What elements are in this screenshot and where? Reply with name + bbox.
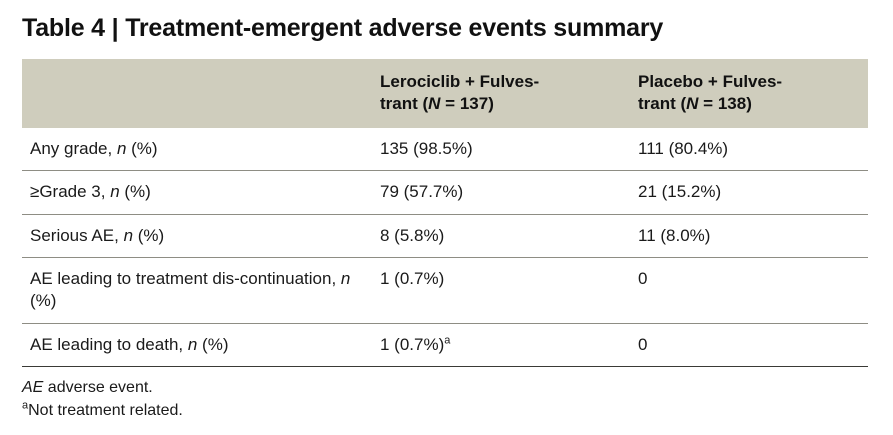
cell-lerociclib: 8 (5.8%)	[372, 214, 630, 257]
row-label-italic: n	[340, 268, 351, 288]
cell-placebo: 111 (80.4%)	[638, 138, 729, 158]
cell-lerociclib: 79 (57.7%)	[372, 171, 630, 214]
row-label-suffix: (%)	[119, 182, 151, 202]
adverse-events-table	[22, 59, 868, 368]
row-label	[22, 257, 372, 323]
cell-placebo: 0	[630, 323, 868, 366]
row-label-suffix: (%)	[126, 138, 158, 158]
row-label	[22, 214, 372, 257]
header-line1-placebo: Placebo + Fulves-	[638, 71, 783, 91]
footnote-abbrev-term: AE	[22, 379, 44, 397]
table-caption-title: Treatment-emergent adverse events summary	[125, 14, 664, 42]
row-label-prefix: AE leading to treatment dis-​continuation,	[30, 268, 341, 288]
footnote-a-marker: a	[22, 400, 29, 413]
row-label-prefix: Any grade,	[30, 138, 117, 158]
footnote-abbreviations	[22, 376, 868, 399]
table-row	[22, 257, 868, 323]
header-n-italic-placebo: N	[686, 94, 699, 114]
cell-lerociclib: 1 (0.7%)	[372, 257, 630, 323]
row-label-suffix: (%)	[197, 334, 229, 354]
row-label-prefix: AE leading to death,	[30, 334, 188, 354]
table-header-cell-lerociclib	[372, 59, 630, 128]
header-line1-lerociclib: Lerociclib + Fulves-	[380, 71, 540, 91]
row-label-italic: n	[123, 225, 134, 245]
row-label-prefix: ≥Grade 3,	[30, 182, 111, 202]
cell-value: 1 (0.7%)	[380, 334, 445, 354]
footnote-marker-a: a	[444, 334, 451, 347]
table-body	[22, 128, 868, 367]
header-line2-prefix-placebo: trant (	[638, 94, 687, 114]
header-n-italic-lerociclib: N	[428, 94, 441, 114]
table-header-row	[22, 59, 868, 128]
table-caption-separator: |	[104, 14, 126, 42]
row-label	[22, 323, 372, 366]
table-header	[22, 59, 868, 128]
table-header-cell-rowlabel	[22, 59, 372, 128]
table-footnotes	[22, 376, 868, 422]
table-row	[22, 323, 868, 366]
footnote-a-text: Not treatment related.	[28, 402, 183, 420]
row-label	[22, 128, 372, 171]
cell-placebo: 11 (8.0%)	[630, 214, 868, 257]
row-label-suffix: (%)	[30, 291, 57, 311]
table-row	[22, 128, 868, 171]
footnote-a	[22, 399, 868, 422]
row-label-italic: n	[187, 334, 198, 354]
cell-lerociclib	[372, 323, 630, 366]
row-label-suffix: (%)	[133, 225, 165, 245]
cell-placebo: 21 (15.2%)	[630, 171, 868, 214]
cell-lerociclib: 135 (98.5%)	[380, 138, 473, 158]
cell-placebo: 0	[630, 257, 868, 323]
table-header-cell-placebo	[630, 59, 868, 128]
header-line2-suffix-placebo: = 138)	[698, 94, 752, 114]
table-caption-label: Table 4	[22, 14, 105, 42]
header-line2-suffix-lerociclib: = 137)	[440, 94, 494, 114]
footnote-abbrev-definition: adverse event.	[43, 379, 153, 397]
table-row	[22, 171, 868, 214]
row-label	[22, 171, 372, 214]
row-label-italic: n	[116, 138, 127, 158]
table-caption	[22, 14, 871, 43]
row-label-prefix: Serious AE,	[30, 225, 124, 245]
row-label-italic: n	[110, 182, 120, 202]
header-line2-prefix-lerociclib: trant (	[380, 94, 429, 114]
table-row	[22, 214, 868, 257]
